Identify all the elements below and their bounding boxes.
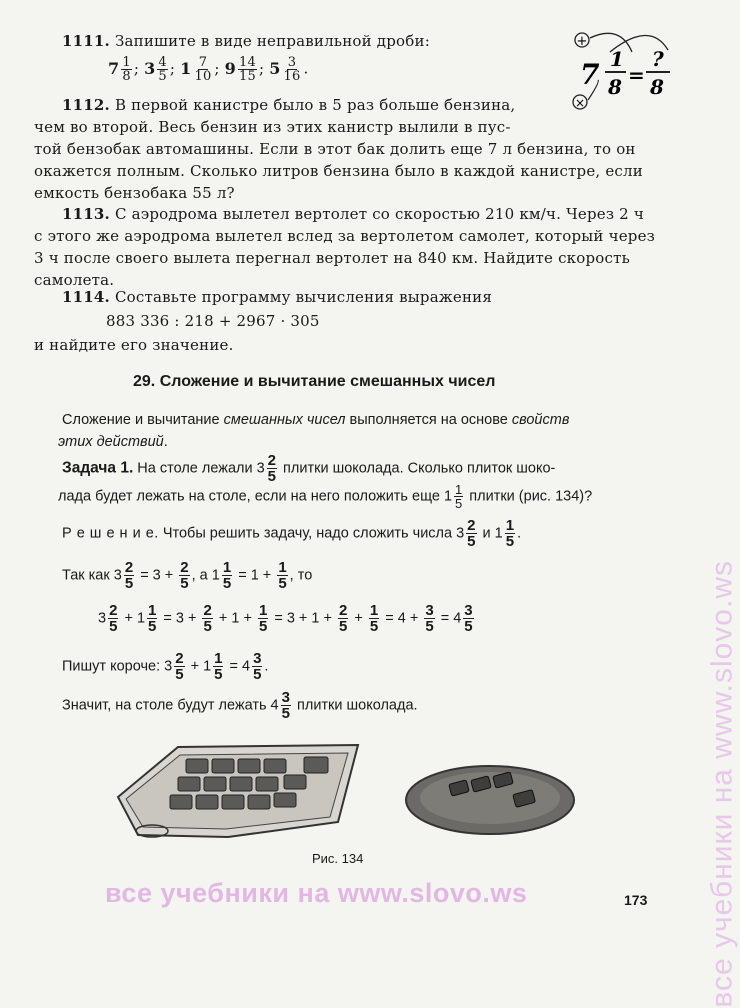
chocolate-plate-illustration [402, 762, 582, 838]
mixed-number: 3 $\frac{4}{5}$ [144, 55, 167, 84]
text-line: Составьте программу вычисления выражения [114, 288, 493, 306]
svg-text:?: ? [652, 47, 664, 71]
exercise-number: 1113. [62, 205, 110, 223]
svg-text:×: × [574, 96, 586, 110]
mixed-number: 5 $\frac{3}{16}$ [269, 55, 301, 84]
watermark-side: все учебники на www.slovo.ws [706, 560, 739, 1008]
svg-text:7: 7 [580, 58, 600, 91]
exercise-1113 [34, 203, 672, 291]
solution-line: Р е ш е н и е. Чтобы решить задачу, надо сложить числа 3 $\frac{2}{5}$ и 1 $\frac{1}{5}$ . [62, 517, 522, 550]
mixed-number: 7 $\frac{1}{8}$ [108, 55, 131, 84]
chocolate-tray-illustration [108, 727, 368, 845]
task-label: Задача 1. [62, 459, 134, 477]
expression: 883 336 : 218 + 2967 · 305 [106, 312, 320, 330]
page-number: 173 [624, 892, 648, 908]
addition-formula: 3 $\frac{2}{5}$ + 1 $\frac{1}{5}$ = 3 + $\frac{2}{5}$ + 1 + $\frac{1}{5}$ = 3 + 1 + $\frac{2}{5}$ + $\frac{1}{5}$ = 4 + $\frac{3}{5}$ = 4 $\frac{3}{5}$ [98, 602, 473, 635]
svg-text:8: 8 [608, 75, 622, 99]
svg-text:+: + [576, 34, 588, 49]
text-line: окажется полным. Сколько литров бензина было в каждой канистре, если [34, 162, 643, 180]
exercise-1111 [62, 30, 430, 52]
conclusion-line: Значит, на столе будут лежать 4 $\frac{3}{5}$ плитки шоколада. [62, 689, 418, 722]
figure-caption: Рис. 134 [312, 851, 364, 866]
short-form-line: Пишут короче: 3 $\frac{2}{5}$ + 1 $\frac{1}{5}$ = 4 $\frac{3}{5}$ . [62, 650, 269, 683]
section-title: 29. Сложение и вычитание смешанных чисел [133, 373, 496, 390]
exercise-number: 1112. [62, 96, 110, 114]
mixed-number: 1 $\frac{7}{10}$ [180, 55, 212, 84]
solution-label: Р е ш е н и е. [62, 525, 159, 542]
task-1: Задача 1. На столе лежали 3 $\frac{2}{5}$ плитки шоколада. Сколько плиток шоко- лада будет лежать на столе, если на него положить еще 1 $\frac{1}{5}$ плитки (рис. 134)? [58, 452, 593, 511]
watermark-bottom: все учебники на www.slovo.ws [105, 878, 528, 908]
mixed-number: 9 $\frac{14}{15}$ [224, 55, 256, 84]
svg-text:8: 8 [650, 75, 664, 99]
svg-text:1: 1 [610, 47, 624, 71]
exercise-text: Запишите в виде неправильной дроби: [114, 32, 430, 50]
text-line: самолета. [34, 271, 115, 289]
exercise-1112 [34, 94, 662, 204]
text-line: той бензобак автомашины. Если в этот бак долить еще 7 л бензина, то он [34, 140, 636, 158]
exercise-1114 [34, 286, 662, 356]
svg-text:=: = [628, 63, 645, 87]
text-line: и найдите его значение. [34, 336, 234, 354]
text-line: 3 ч после своего вылета перегнал вертолет на 840 км. Найдите скорость [34, 249, 630, 267]
exercise-number: 1114. [62, 288, 110, 306]
text-line: емкость бензобака 55 л? [34, 184, 235, 202]
mixed-numbers-list: 7 $\frac{1}{8}$ ; 3 $\frac{4}{5}$ ; 1 $\frac{7}{10}$ ; 9 $\frac{14}{15}$ ; 5 $\frac{3}{16}$ . [108, 55, 309, 84]
text-line: С аэродрома вылетел вертолет со скоростью 210 км/ч. Через 2 ч [114, 205, 645, 223]
text-line: чем во второй. Весь бензин из этих канистр вылили в пус- [34, 118, 511, 136]
since-line: Так как 3 $\frac{2}{5}$ = 3 + $\frac{2}{5}$ , а 1 $\frac{1}{5}$ = 1 + $\frac{1}{5}$ , то [62, 559, 313, 592]
text-line: В первой канистре было в 5 раз больше бензина, [114, 96, 516, 114]
intro-paragraph: Сложение и вычитание смешанных чисел выполняется на основе свойств этих действий. [58, 412, 570, 450]
exercise-number: 1111. [62, 32, 110, 50]
text-line: с этого же аэродрома вылетел вслед за вертолетом самолет, который через [34, 227, 656, 245]
